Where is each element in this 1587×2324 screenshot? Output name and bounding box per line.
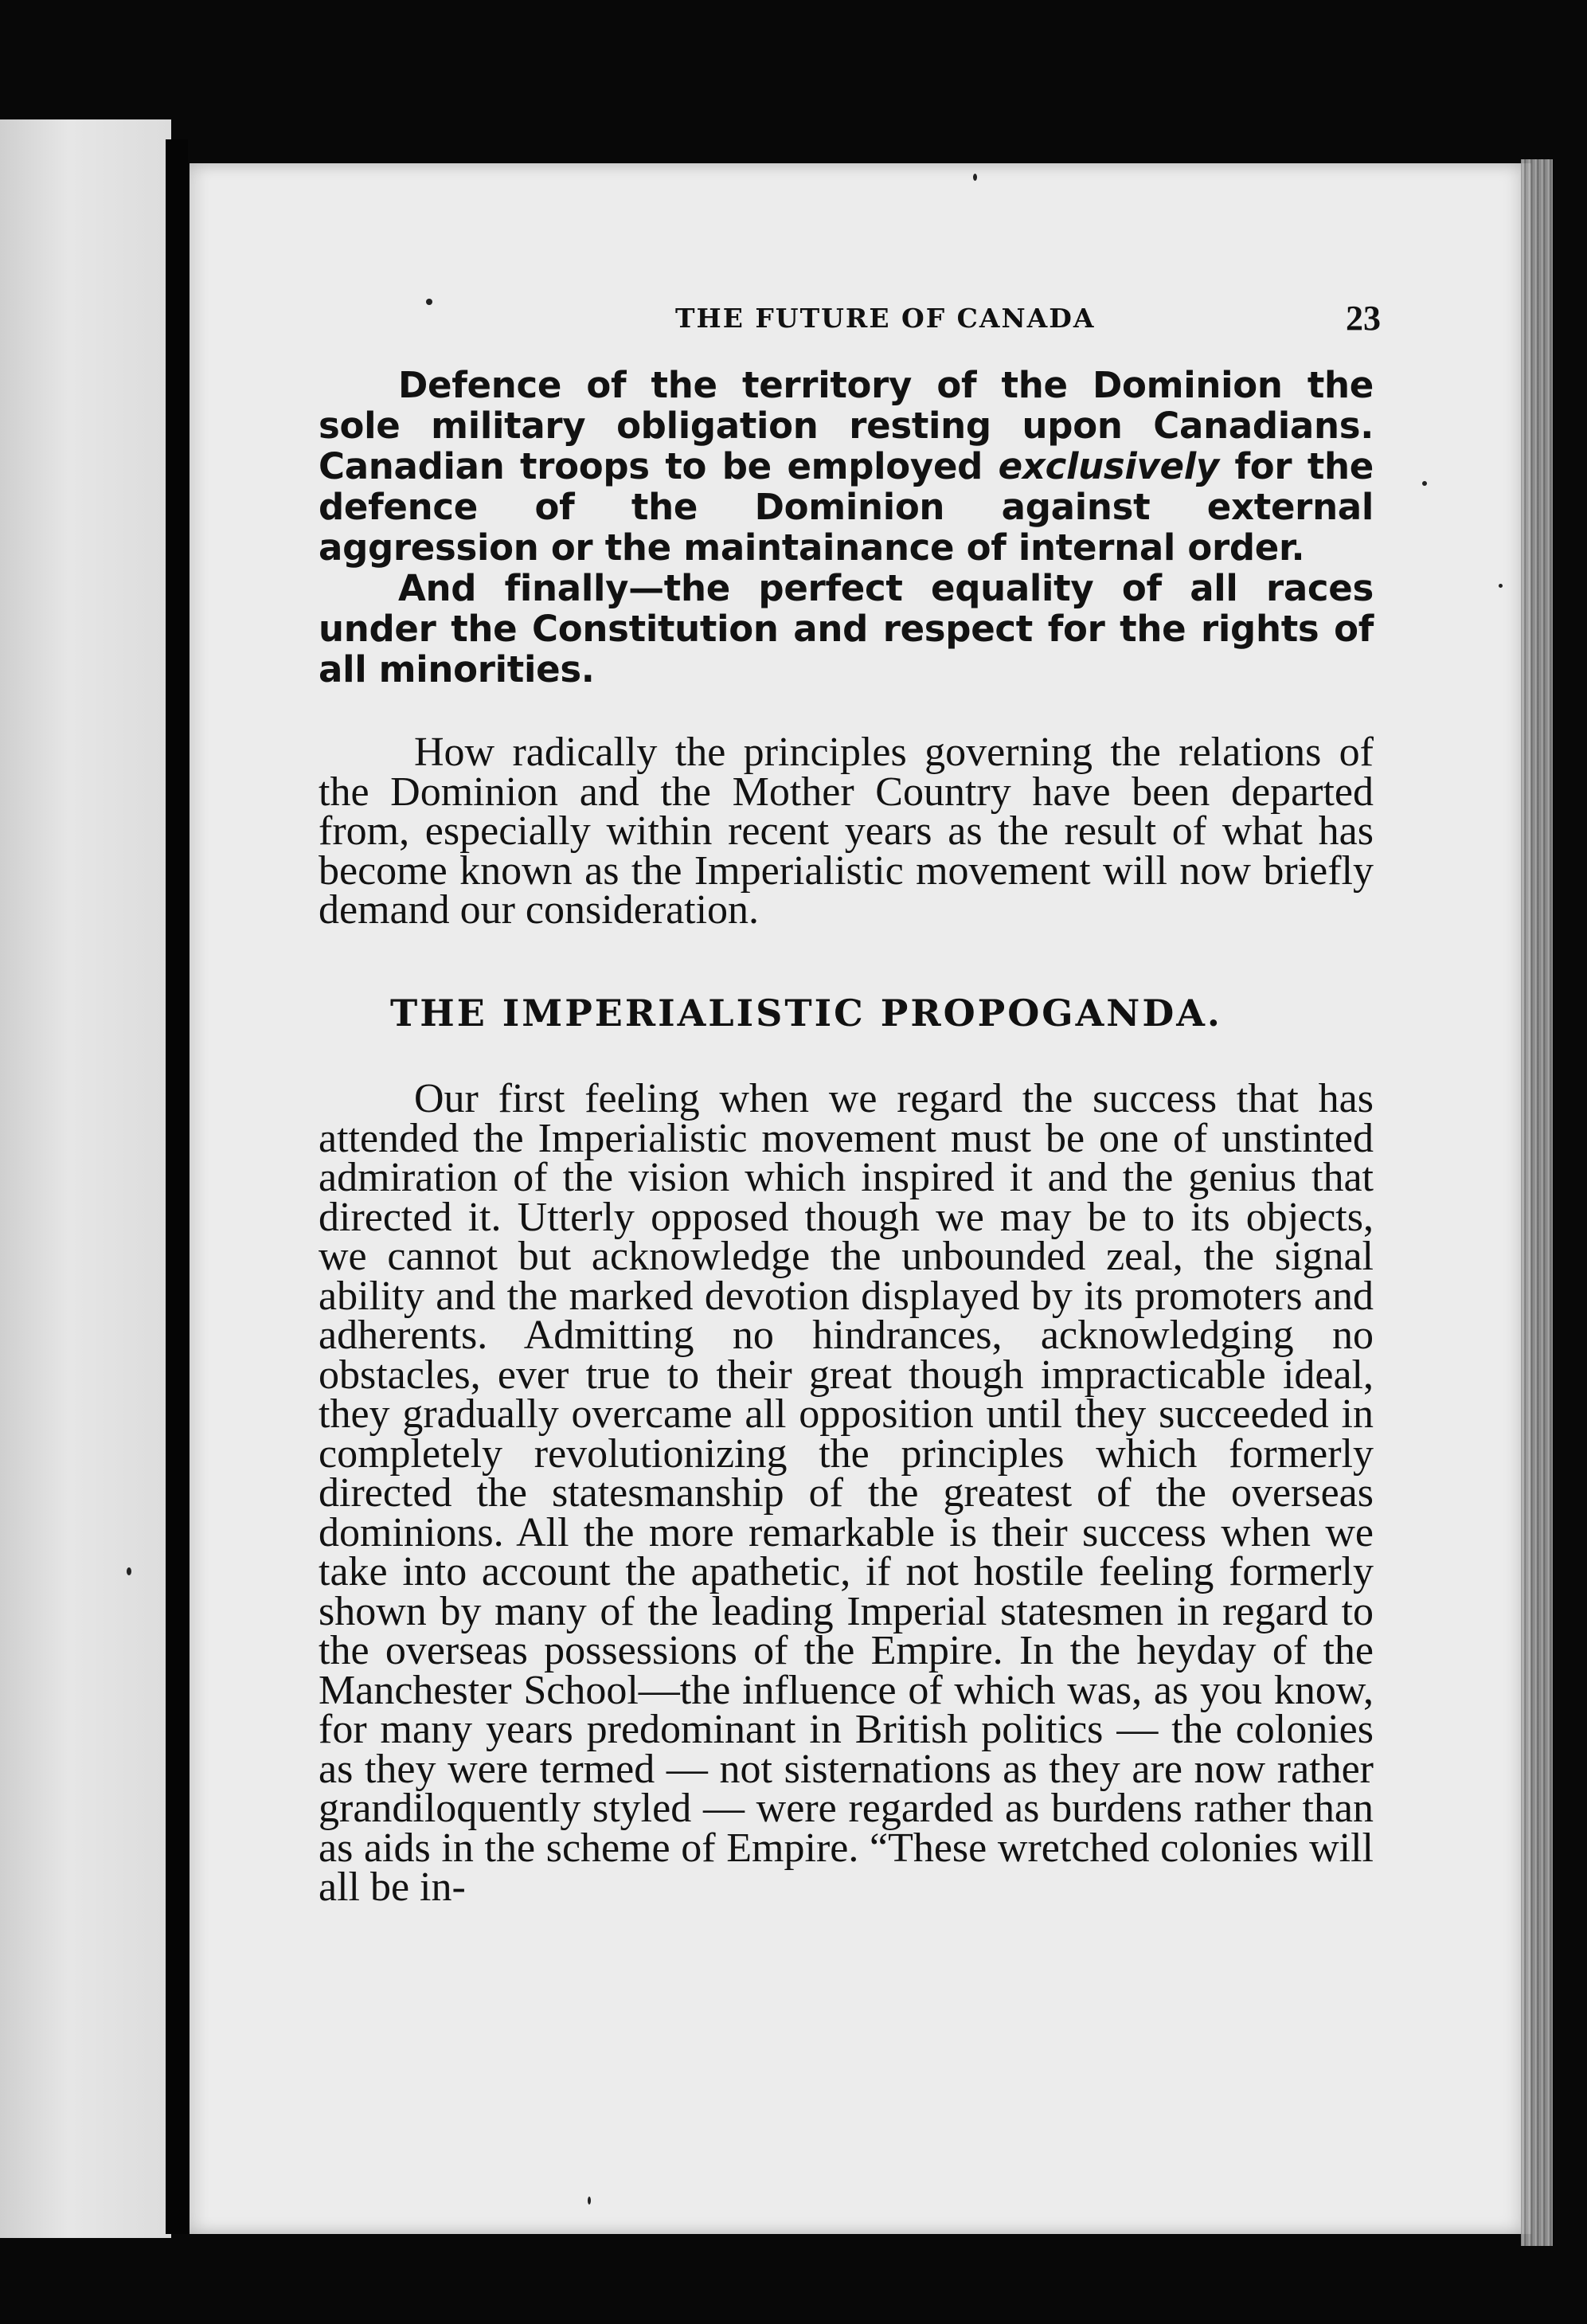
binding-gutter — [166, 139, 188, 2234]
page-number: 23 — [1346, 299, 1381, 338]
bold-paragraph-text: Defence of the territory of the Dominion the sole military obligation resting upon Canadians. Canadian troops to be employed — [319, 364, 1374, 487]
running-head: THE FUTURE OF CANADA — [675, 303, 1096, 334]
bold-paragraphs — [319, 365, 1374, 690]
scan-speck — [1499, 584, 1503, 588]
scan-speck — [426, 299, 432, 305]
scan-speck — [973, 174, 977, 181]
bold-paragraph-text: for the defence of the Dominion against external aggression or the maintainance of internal order. — [319, 445, 1374, 569]
section-paragraph-block — [319, 1076, 1374, 1910]
previous-page-edge — [0, 119, 171, 2238]
intro-paragraph: How radically the principles governing the relations of the Dominion and the Mother Country have been departed from, especially within recent years as the result of what has become known as the Imperialistic movement will now briefly demand our consideration. — [319, 730, 1374, 933]
scan-speck — [1422, 481, 1427, 486]
page-header — [190, 299, 1531, 350]
bold-paragraph: And finally—the perfect equality of all races under the Constitution and respect for the rights of all minorities. — [319, 567, 1374, 691]
intro-paragraph-block — [319, 730, 1374, 933]
scan-speck — [588, 2197, 591, 2205]
page-edge-stack — [1521, 159, 1553, 2246]
section-heading: THE IMPERIALISTIC PROPOGANDA. — [390, 992, 1222, 1035]
section-paragraph: Our first feeling when we regard the success that has attended the Imperialistic movement must be one of unstinted admiration of the vision which inspired it and the genius that directed it. Utterly opposed though we may be to its objects, we cannot but acknowledge the unbounded zeal, the signal ability and the marked devotion displayed by its promoters and adherents. Admitting no hindrances, acknowledging no obstacles, ever true to their great though impracticable ideal, they gradually overcame all opposition until they succeeded in completely revolutionizing the principles which formerly directed the statesmanship of the greatest of the overseas dominions. All the more remarkable is their success when we take into account the apathetic, if not hostile feeling formerly shown by many of the leading Imperial statesmen in regard to the overseas possessions of the Empire. In the heyday of the Manchester School—the influence of which was, as you know, for many years predominant in British politics — the colonies as they were termed — not sisternations as they are now rather grandiloquently styled — were regarded as burdens rather than as aids in the scheme of Empire. “These wretched colonies will all be in- — [319, 1076, 1374, 1910]
scan-speck — [127, 1567, 131, 1575]
emphasis-text: exclusively — [998, 445, 1219, 487]
bold-paragraph — [319, 365, 1374, 568]
